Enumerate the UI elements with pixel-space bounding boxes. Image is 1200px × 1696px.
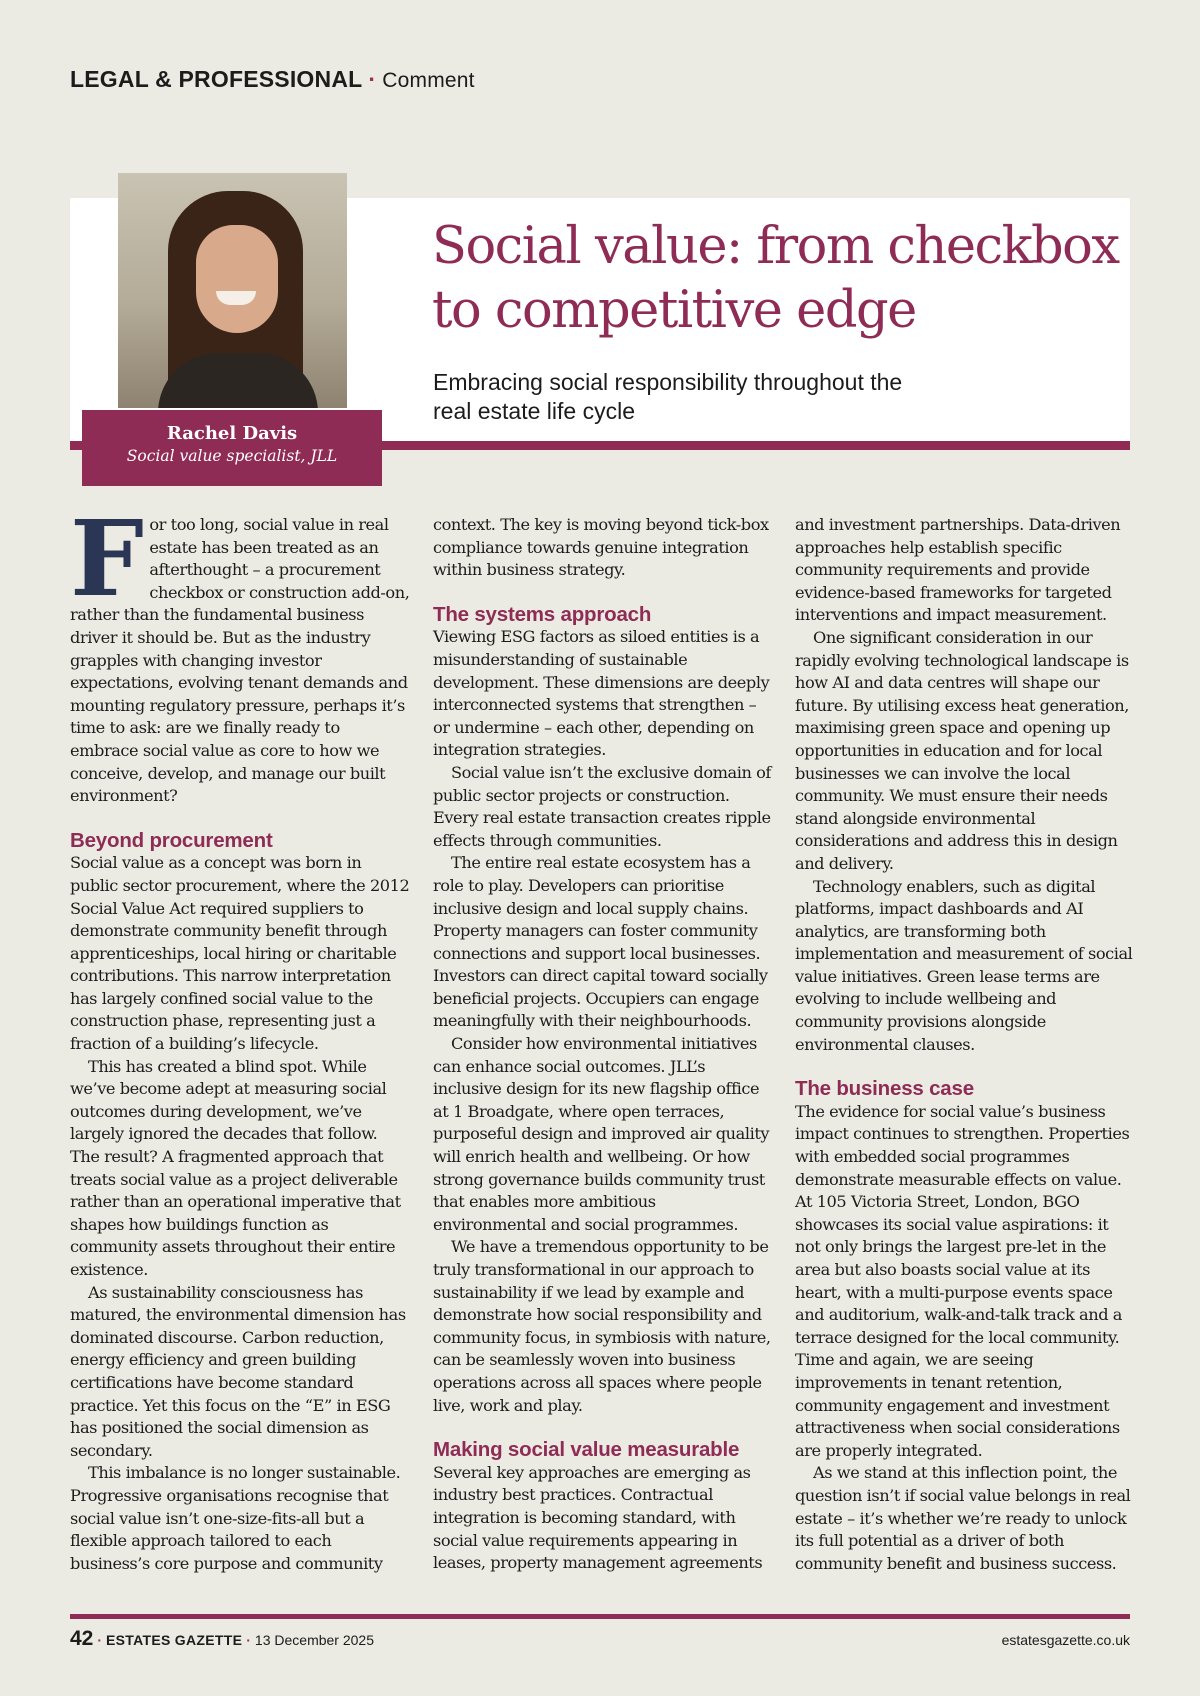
- subhead-business: The business case: [795, 1077, 974, 1101]
- separator-dot: ·: [97, 1632, 103, 1648]
- author-caption: [82, 410, 382, 486]
- paragraph: context. The key is moving beyond tick-box compliance towards genuine integration within business strategy.: [433, 515, 769, 580]
- paragraph: The evidence for social value’s business impact continues to strengthen. Properties with embedded social programmes demonstrate measurable effects on value. At 105 Victoria Street, London, BGO showcases its social value aspirations: it not only brings the largest pre-let in the area but also boasts social value at its heart, with a multi-purpose events space and auditorium, walk-and-talk track and a terrace designed for the local community. Time and again, we are seeing improvements in tenant retention, community engagement and investment attractiveness when social considerations are properly integrated.: [795, 1101, 1130, 1460]
- column-2: [433, 514, 773, 1575]
- paragraph: Consider how environmental initiatives can enhance social outcomes. JLL’s inclusive design for its new flagship office at 1 Broadgate, where open terraces, purposeful design and improved air quality will enrich health and wellbeing. Or how strong governance builds community trust that enables more ambitious environmental and social programmes.: [433, 1034, 770, 1234]
- author-photo: [118, 173, 347, 408]
- intro-paragraph: or too long, social value in real estate has been treated as an afterthought – a procurement checkbox or construction add-on, rather than the fundamental business driver it should be. But as the industry grapples with changing investor expectations, evolving tenant demands and mounting regulatory pressure, perhaps it’s time to ask: are we finally ready to embrace social value as core to how we conceive, develop, and manage our built environment?: [70, 515, 410, 806]
- headline-line-2: to competitive edge: [432, 281, 916, 340]
- paragraph: We have a tremendous opportunity to be truly transformational in our approach to sustainability if we lead by example and demonstrate how social responsibility and community focus, in symbiosis with nature, can be seamlessly woven into business operations across all spaces where people live, work and play.: [433, 1237, 771, 1415]
- paragraph: The entire real estate ecosystem has a role to play. Developers can prioritise inclusive design and local supply chains. Property managers can foster community connections and support local businesses. Investors can direct capital toward socially beneficial projects. Occupiers can engage meaningfully with their neighbourhoods.: [433, 853, 768, 1031]
- paragraph: As sustainability consciousness has matured, the environmental dimension has dominated discourse. Carbon reduction, energy efficiency and green building certifications have become standard practice. Yet this focus on the “E” in ESG has positioned the social dimension as secondary.: [70, 1282, 406, 1460]
- subhead-procurement: Beyond procurement: [70, 828, 273, 852]
- standfirst-line-2: real estate life cycle: [433, 398, 635, 424]
- section-header: [70, 66, 475, 93]
- footer-folio: [70, 1627, 374, 1651]
- article-standfirst: [433, 368, 993, 426]
- separator-dot: ·: [368, 66, 377, 92]
- subsection-name: Comment: [382, 69, 475, 92]
- footer-rule: [70, 1614, 1130, 1619]
- paragraph: Social value as a concept was born in public sector procurement, where the 2012 Social Value Act required suppliers to demonstrate community benefit through apprenticeships, local hiring or charitable contributions. This narrow interpretation has largely confined social value to the construction phase, representing just a fraction of a building’s lifecycle.: [70, 853, 410, 1054]
- headline-line-1: Social value: from checkbox: [432, 217, 1119, 276]
- author-role: Social value specialist, JLL: [126, 447, 338, 465]
- paragraph: This has created a blind spot. While we’ve become adept at measuring social outcomes during development, we’ve largely ignored the decades that follow. The result? A fragmented approach that treats social value as a project deliverable rather than an operational imperative that shapes how buildings function as community assets throughout their entire existence.: [70, 1056, 401, 1279]
- paragraph: Technology enablers, such as digital platforms, impact dashboards and AI analytics, are transforming both implementation and measurement of social value initiatives. Green lease terms are evolving to include wellbeing and community provisions alongside environmental clauses.: [795, 876, 1133, 1054]
- standfirst-line-1: Embracing social responsibility throughout the: [433, 369, 903, 395]
- separator-dot: ·: [246, 1632, 251, 1648]
- drop-cap: F: [70, 497, 144, 620]
- paragraph: This imbalance is no longer sustainable. Progressive organisations recognise that social value isn’t one-size-fits-all but a flexible approach tailored to each business’s core purpose and community: [70, 1463, 401, 1573]
- section-name: LEGAL & PROFESSIONAL: [70, 66, 363, 92]
- paragraph: and investment partnerships. Data-driven approaches help establish specific community requirements and provide evidence-based frameworks for targeted interventions and impact measurement.: [795, 515, 1121, 625]
- subhead-systems: The systems approach: [433, 602, 652, 626]
- paragraph: One significant consideration in our rapidly evolving technological landscape is how AI and data centres will shape our future. By utilising excess heat generation, maximising green space and opening up opportunities in education and for local businesses we can involve the local community. We must ensure their needs stand alongside environmental considerations and address this in design and delivery.: [795, 627, 1129, 873]
- article-headline: [432, 215, 1122, 343]
- paragraph: Several key approaches are emerging as industry best practices. Contractual integration is becoming standard, with social value requirements appearing in leases, property management agreements: [433, 1462, 763, 1573]
- issue-date: 13 December 2025: [254, 1632, 374, 1648]
- paragraph: As we stand at this inflection point, the question isn’t if social value belongs in real estate – it’s whether we’re ready to unlock its full potential as a driver of both community benefit and business success.: [795, 1463, 1131, 1573]
- subhead-measurable: Making social value measurable: [433, 1438, 740, 1462]
- page-number: 42: [70, 1627, 94, 1650]
- author-name: Rachel Davis: [166, 423, 298, 444]
- website-url: estatesgazette.co.uk: [1001, 1632, 1130, 1648]
- column-1: [70, 497, 410, 1575]
- paragraph: Social value isn’t the exclusive domain of public sector projects or construction. Every real estate transaction creates ripple effects through communities.: [433, 762, 771, 850]
- column-3: [795, 514, 1135, 1575]
- magazine-name: ESTATES GAZETTE: [106, 1632, 243, 1648]
- paragraph: Viewing ESG factors as siloed entities is a misunderstanding of sustainable development. These dimensions are deeply interconnected systems that strengthen – or undermine – each other, depending on integration strategies.: [433, 627, 770, 760]
